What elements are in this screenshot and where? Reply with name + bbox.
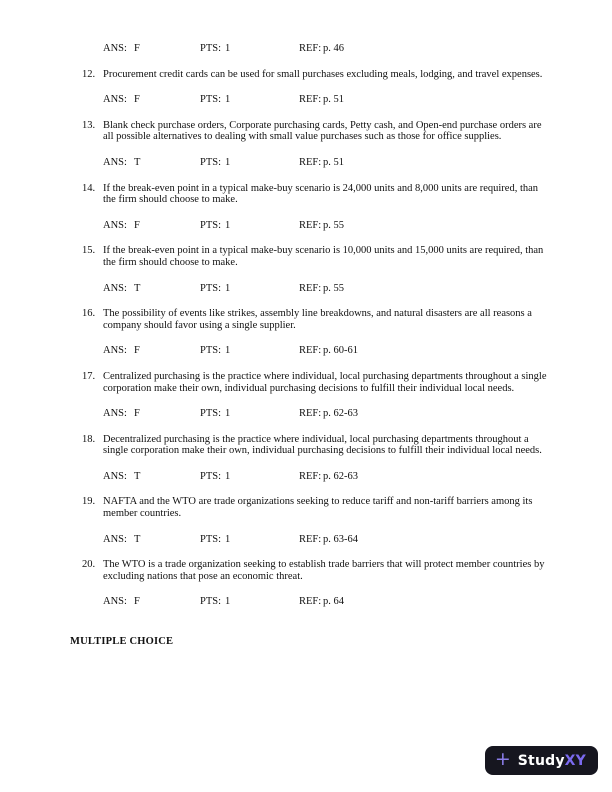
ans-value: F [134, 345, 140, 357]
ans-label: ANS: [103, 596, 127, 608]
question-text: If the break-even point in a typical make-buy scenario is 24,000 units and 8,000 units are required, than the firm should choose to make. [103, 182, 539, 206]
studyxy-logo[interactable] [485, 746, 598, 775]
answer-row [103, 283, 552, 295]
question-text: Centralized purchasing is the practice where individual, local purchasing departments throughout a single corporation make their own, individual purchasing decisions to fulfill their individual local needs. [103, 370, 547, 394]
pts-label: PTS: [200, 94, 222, 106]
question-number: 15. [82, 245, 96, 257]
pts-label: PTS: [200, 345, 222, 357]
ans-cell [103, 157, 200, 169]
ans-value: T [134, 282, 141, 294]
ans-value: F [134, 43, 140, 54]
ref-cell [299, 596, 552, 608]
pts-cell [200, 408, 299, 420]
ref-value: p. 62-63 [323, 470, 358, 482]
ans-cell [103, 596, 200, 608]
ref-cell [299, 534, 552, 546]
pts-cell [200, 220, 299, 232]
answer-row [103, 157, 552, 169]
ans-cell [103, 471, 200, 483]
pts-value: 1 [225, 596, 231, 608]
question-text: NAFTA and the WTO are trade organizations seeking to reduce tariff and non-tariff barriers among its member countries. [103, 496, 533, 520]
pts-cell [200, 283, 299, 295]
ans-label: ANS: [103, 43, 127, 54]
ans-value: T [134, 533, 141, 545]
pts-cell [200, 157, 299, 169]
ans-cell [103, 94, 200, 106]
ref-value: p. 60-61 [323, 345, 358, 357]
pts-value: 1 [225, 533, 231, 545]
section-heading-multiple-choice: MULTIPLE CHOICE [70, 636, 174, 648]
answer-row [103, 596, 552, 608]
question-number: 19. [82, 496, 96, 508]
answer-row [103, 534, 552, 546]
ref-label: REF: [299, 94, 322, 106]
ans-value: T [134, 470, 141, 482]
pts-cell [200, 596, 299, 608]
ref-label: REF: [299, 43, 322, 54]
ans-label: ANS: [103, 345, 127, 357]
ref-label: REF: [299, 282, 322, 294]
answer-row [103, 220, 552, 232]
ref-label: REF: [299, 219, 322, 231]
ref-label: REF: [299, 408, 322, 420]
ref-value: p. 55 [323, 219, 344, 231]
question-number: 20. [82, 559, 96, 571]
pts-label: PTS: [200, 156, 222, 168]
ans-value: F [134, 596, 140, 608]
ref-label: REF: [299, 596, 322, 608]
logo-brand: Study [517, 752, 565, 769]
ans-cell [103, 43, 200, 55]
pts-value: 1 [225, 94, 231, 106]
pts-label: PTS: [200, 408, 222, 420]
ans-value: T [134, 156, 141, 168]
ref-label: REF: [299, 345, 322, 357]
logo-brand-suffix: XY [564, 752, 586, 769]
question-text: Decentralized purchasing is the practice where individual, local purchasing departments throughout a single corporation make their own, individual purchasing decisions to fulfill their individual local needs. [103, 433, 542, 457]
pts-cell [200, 345, 299, 357]
pts-cell [200, 534, 299, 546]
pts-value: 1 [225, 470, 231, 482]
ref-cell [299, 157, 552, 169]
ref-value: p. 62-63 [323, 408, 358, 420]
logo-wordmark [518, 754, 586, 768]
question-item-14 [70, 183, 554, 232]
question-item-16 [70, 308, 554, 357]
pts-cell [200, 471, 299, 483]
ans-cell [103, 534, 200, 546]
pts-label: PTS: [200, 43, 222, 54]
ref-label: REF: [299, 156, 322, 168]
question-number: 12. [82, 68, 96, 80]
question-number: 14. [82, 182, 96, 194]
ref-cell [299, 471, 552, 483]
question-number: 16. [82, 308, 96, 320]
ref-value: p. 63-64 [323, 533, 358, 545]
question-number: 18. [82, 433, 96, 445]
question-item-13 [70, 120, 554, 169]
question-text: The WTO is a trade organization seeking to establish trade barriers that will protect member countries by excluding nations that pose an economic threat. [103, 559, 545, 582]
ans-label: ANS: [103, 94, 127, 106]
pts-label: PTS: [200, 596, 222, 608]
pts-value: 1 [225, 219, 231, 231]
ref-cell [299, 43, 554, 55]
question-item-18 [70, 434, 554, 483]
ref-label: REF: [299, 533, 322, 545]
ans-cell [103, 220, 200, 232]
pts-value: 1 [225, 345, 231, 357]
ref-value: p. 51 [323, 94, 344, 106]
ref-cell [299, 345, 552, 357]
pts-value: 1 [225, 156, 231, 168]
question-number: 17. [82, 370, 96, 382]
ans-label: ANS: [103, 156, 127, 168]
pts-label: PTS: [200, 470, 222, 482]
ref-value: p. 64 [323, 596, 344, 608]
pts-value: 1 [225, 282, 231, 294]
answer-row [103, 94, 552, 106]
pts-value: 1 [225, 408, 231, 420]
answer-row-leading [103, 43, 554, 55]
ans-cell [103, 283, 200, 295]
question-number: 13. [82, 119, 96, 131]
ans-label: ANS: [103, 408, 127, 420]
question-item-20 [70, 559, 554, 608]
ans-label: ANS: [103, 533, 127, 545]
ref-cell [299, 408, 552, 420]
ans-label: ANS: [103, 470, 127, 482]
question-text: If the break-even point in a typical make-buy scenario is 10,000 units and 15,000 units are required, than the firm should choose to make. [103, 245, 544, 268]
ref-cell [299, 94, 552, 106]
pts-label: PTS: [200, 219, 222, 231]
question-item-17 [70, 371, 554, 420]
question-item-15 [70, 245, 554, 294]
ans-label: ANS: [103, 282, 127, 294]
answer-row [103, 345, 552, 357]
answer-row [103, 471, 552, 483]
pts-label: PTS: [200, 533, 222, 545]
ref-cell [299, 220, 552, 232]
ans-cell [103, 345, 200, 357]
answer-row [103, 408, 552, 420]
ans-value: F [134, 94, 140, 106]
ref-value: p. 46 [323, 43, 344, 54]
ref-value: p. 55 [323, 282, 344, 294]
ref-value: p. 51 [323, 156, 344, 168]
pts-cell [200, 43, 299, 55]
ref-cell [299, 283, 552, 295]
question-text: The possibility of events like strikes, assembly line breakdowns, and natural disasters are all reasons a company should favor using a single supplier. [103, 308, 532, 331]
ans-value: F [134, 408, 140, 420]
ref-label: REF: [299, 470, 322, 482]
ans-cell [103, 408, 200, 420]
plus-icon: + [494, 748, 511, 770]
ans-value: F [134, 219, 140, 231]
question-item-12 [70, 69, 554, 106]
pts-cell [200, 94, 299, 106]
question-item-19 [70, 496, 554, 545]
pts-label: PTS: [200, 282, 222, 294]
question-text: Procurement credit cards can be used for small purchases excluding meals, lodging, and travel expenses. [103, 68, 543, 80]
pts-value: 1 [225, 43, 231, 54]
question-text: Blank check purchase orders, Corporate purchasing cards, Petty cash, and Open-end purchase orders are all possible alternatives to dealing with small value purchases such as those for office supplies. [103, 119, 542, 143]
ans-label: ANS: [103, 219, 127, 231]
